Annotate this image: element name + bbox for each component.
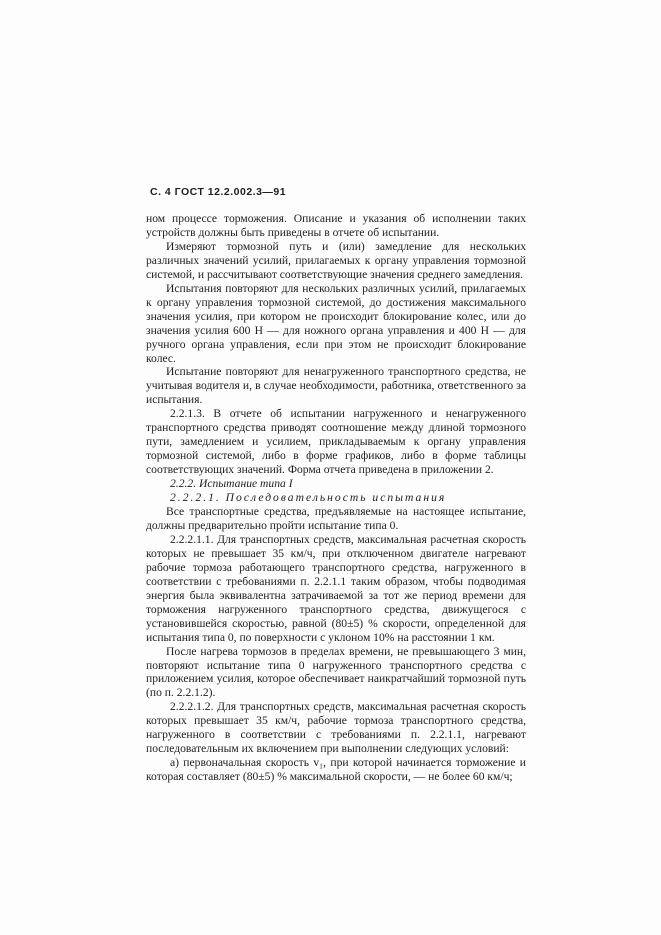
paragraph-2-2-2-1-1: 2.2.2.1.1. Для транспортных средств, максимальная расчетная скорость которых не превышает 35 км/ч, при отключенном двигателе нагревают рабочие тормоза работающего транспортного средства, нагруженного в соответствии с требованиями п. 2.2.1.1 таким образом, чтобы подводимая энергия была эквивалентна затрачиваемой за тот же период времени для торможения нагруженного транспортного средства, движущегося с установившейся скоростью, равной (80±5) % скорости, определенной для испытания типа 0, по поверхности с уклоном 10% на расстоянии 1 км. [146, 532, 526, 644]
paragraph-after-heating: После нагрева тормозов в пределах времени, не превышающего 3 мин, повторяют испытание типа 0 нагруженного транспортного средства с приложением усилия, которое обеспечивает наикратчайший тормозной путь (по п. 2.2.1.2). [146, 644, 526, 700]
paragraph-repeat-tests: Испытания повторяют для нескольких различных усилий, прилагаемых к органу управления тормозной системой, до достижения максимального значения усилия, при котором не происходит блокирование колес, или до значения усилия 600 Н — для ножного органа управления и 400 Н — для ручного органа управления, если при этом не происходит блокирование колес. [146, 281, 526, 365]
paragraph-2-2-2-1-2: 2.2.2.1.2. Для транспортных средств, максимальная расчетная скорость которых превышает 35 км/ч, рабочие тормоза транспортного средства, нагруженного в соответствии с требованиями п. 2.2.1.1, нагревают последовательным их включением при выполнении следующих условий: [146, 700, 526, 756]
section-heading-type-1: 2.2.2. Испытание типа I [170, 477, 293, 491]
paragraph-measurement: Измеряют тормозной путь и (или) замедление для нескольких различных значений усилий, прилагаемых к органу управления тормозной системой, и рассчитывают соответствующие значения среднего замедления. [146, 239, 526, 281]
section-heading-sequence: 2.2.2.1. Последовательность испытания [170, 491, 447, 505]
list-item-a: а) первоначальная скорость v₁, при которой начинается торможение и которая составляет (80±5) % максимальной скорости, — не более 60 км/ч; [146, 756, 526, 784]
paragraph-2-2-1-3: 2.2.1.3. В отчете об испытании нагруженного и ненагруженного транспортного средства приводят соотношение между длиной тормозного пути, замедлением и усилием, прикладываемым к органу управления тормозной системой, либо в форме графиков, либо в форме таблицы соответствующих значений. Форма отчета приведена в приложении 2. [146, 407, 526, 477]
paragraph-unloaded-test: Испытание повторяют для ненагруженного транспортного средства, не учитывая водителя и, в случае необходимости, работника, ответственного за испытания. [146, 365, 526, 407]
document-body [146, 212, 526, 784]
paragraph-continuation: ном процессе торможения. Описание и указания об исполнении таких устройств должны быть приведены в отчете об испытании. [146, 212, 526, 239]
page-header: С. 4 ГОСТ 12.2.002.3—91 [150, 186, 287, 198]
paragraph-preliminary-test: Все транспортные средства, предъявляемые на настоящее испытание, должны предварительно пройти испытание типа 0. [146, 505, 526, 532]
